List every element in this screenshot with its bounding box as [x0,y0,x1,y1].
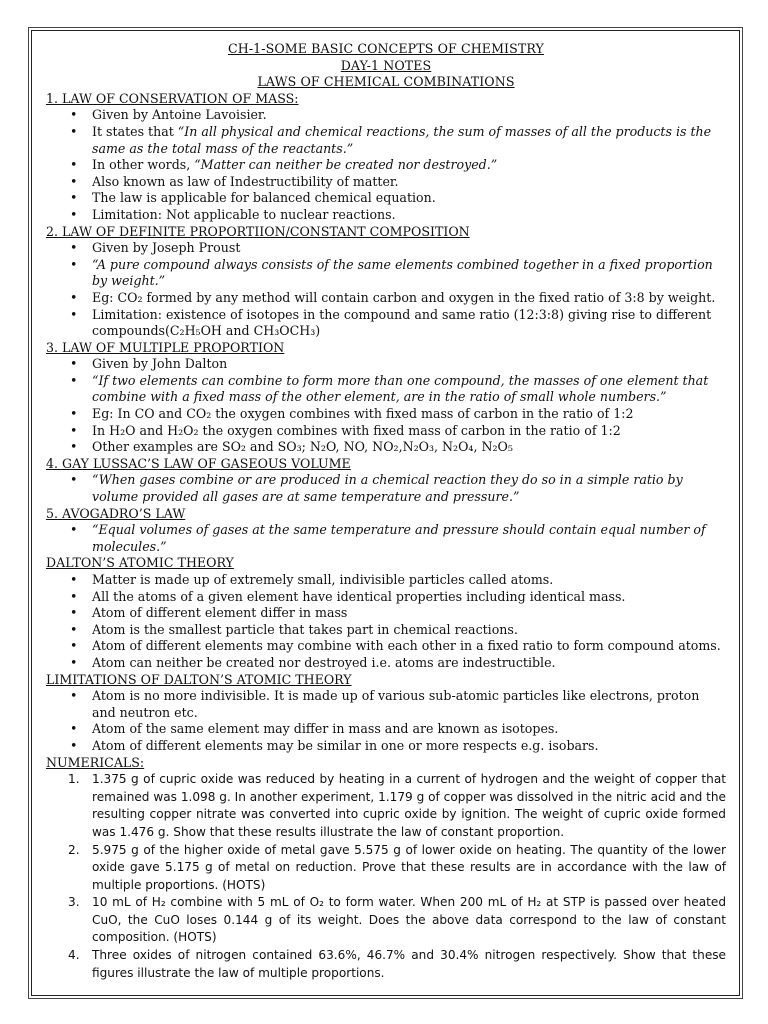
list-item: • Also known as law of Indestructibility of matter. [46,174,726,191]
list-item: • Other examples are SO₂ and SO₃; N₂O, NO, NO₂,N₂O₃, N₂O₄, N₂O₅ [46,439,726,456]
list-item: • Given by Antoine Lavoisier. [46,107,726,124]
list-item: • Atom of different elements may be similar in one or more respects e.g. isobars. [46,738,726,755]
list-item: • Eg: CO₂ formed by any method will contain carbon and oxygen in the fixed ratio of 3:8 by weight. [46,290,726,307]
numerical-item [46,771,726,841]
list-item: • Atom of different element differ in mass [46,605,726,622]
notes-content [46,41,726,982]
item-number: 2. [68,842,80,857]
list-item: • Atom of the same element may differ in mass and are known as isotopes. [46,721,726,738]
section-heading-numericals: NUMERICALS: [46,754,145,770]
list-item: • The law is applicable for balanced chemical equation. [46,190,726,207]
list-avogadro [46,522,726,555]
list-item: • Limitation: existence of isotopes in the compound and same ratio (12:3:8) giving rise to different compounds(C₂H₅OH and CH₃OCH₃) [46,307,726,340]
list-gay-lussac [46,472,726,505]
list-item: • “When gases combine or are produced in a chemical reaction they do so in a simple ratio by volume provided all gases are at same temperature and pressure.” [46,472,726,505]
quote-text: “Matter can neither be created nor destroyed.” [194,157,498,173]
item-number: 3. [68,895,80,910]
section-heading-definite-proportion: 2. LAW OF DEFINITE PROPORTIION/CONSTANT COMPOSITION [46,223,470,239]
list-item [46,124,726,157]
numerical-item [46,842,726,895]
list-item: • “Equal volumes of gases at the same temperature and pressure should contain equal number of molecules.” [46,522,726,555]
list-item: • Limitation: Not applicable to nuclear reactions. [46,207,726,224]
list-item: • All the atoms of a given element have identical properties including identical mass. [46,589,726,606]
section-heading-avogadro: 5. AVOGADRO’S LAW [46,505,186,521]
item-number: 4. [68,948,80,963]
doc-section-title: LAWS OF CHEMICAL COMBINATIONS [257,74,515,90]
numerical-item [46,894,726,947]
item-text: Three oxides of nitrogen contained 63.6%, 46.7% and 30.4% nitrogen respectively. Show that these figures illustrate the law of multiple proportions. [92,948,726,980]
list-item: • Given by John Dalton [46,356,726,373]
section-heading-dalton-limitations: LIMITATIONS OF DALTON’S ATOMIC THEORY [46,671,352,687]
list-item: • “A pure compound always consists of the same elements combined together in a fixed proportion by weight.” [46,257,726,290]
list-item: • Atom is the smallest particle that takes part in chemical reactions. [46,622,726,639]
list-definite-proportion [46,240,726,340]
list-conservation [46,107,726,223]
section-heading-conservation: 1. LAW OF CONSERVATION OF MASS: [46,90,299,106]
list-item [46,157,726,174]
list-item: • Matter is made up of extremely small, indivisible particles called atoms. [46,572,726,589]
list-item: • Atom is no more indivisible. It is made up of various sub-atomic particles like electrons, proton and neutron etc. [46,688,726,721]
list-item: • Atom of different elements may combine with each other in a fixed ratio to form compound atoms. [46,638,726,655]
list-item: • Eg: In CO and CO₂ the oxygen combines with fixed mass of carbon in the ratio of 1:2 [46,406,726,423]
item-text: 1.375 g of cupric oxide was reduced by heating in a current of hydrogen and the weight of copper that remained was 1.098 g. In another experiment, 1.179 g of copper was dissolved in the nitric acid and the resulting copper nitrate was converted into cupric oxide by ignition. The weight of cupric oxide formed was 1.476 g. Show that these results illustrate the law of constant proportion. [92,772,726,839]
numerical-item [46,947,726,982]
numericals-list [46,771,726,982]
item-text: 5.975 g of the higher oxide of metal gave 5.575 g of lower oxide on heating. The quantity of the lower oxide gave 5.175 g of metal on reduction. Prove that these results are in accordance with the law of multiple proportions. (HOTS) [92,842,726,892]
list-item: • Atom can neither be created nor destroyed i.e. atoms are indestructible. [46,655,726,672]
list-dalton-limitations [46,688,726,754]
doc-subtitle: DAY-1 NOTES [340,57,432,73]
section-heading-dalton-theory: DALTON’S ATOMIC THEORY [46,555,234,571]
list-item: • In H₂O and H₂O₂ the oxygen combines with fixed mass of carbon in the ratio of 1:2 [46,423,726,440]
list-item: • “If two elements can combine to form more than one compound, the masses of one element that combine with a fixed mass of the other element, are in the ratio of small whole numbers.” [46,373,726,406]
section-heading-multiple-proportion: 3. LAW OF MULTIPLE PROPORTION [46,339,285,355]
list-multiple-proportion [46,356,726,456]
item-number: 1. [68,772,80,787]
quote-text: “In all physical and chemical reactions, the sum of masses of all the products is the same as the total mass of the reactants.” [92,123,712,156]
list-item: • Given by Joseph Proust [46,240,726,257]
text-span: In other words, [92,157,195,173]
list-dalton-theory [46,572,726,672]
item-text: 10 mL of H₂ combine with 5 mL of O₂ to form water. When 200 mL of H₂ at STP is passed over heated CuO, the CuO loses 0.144 g of its weight. Does the above data correspond to the law of constant composition. (HOTS) [92,895,726,945]
doc-title: CH-1-SOME BASIC CONCEPTS OF CHEMISTRY [228,41,544,56]
section-heading-gay-lussac: 4. GAY LUSSAC’S LAW OF GASEOUS VOLUME [46,455,351,471]
text-span: It states that [92,123,178,139]
